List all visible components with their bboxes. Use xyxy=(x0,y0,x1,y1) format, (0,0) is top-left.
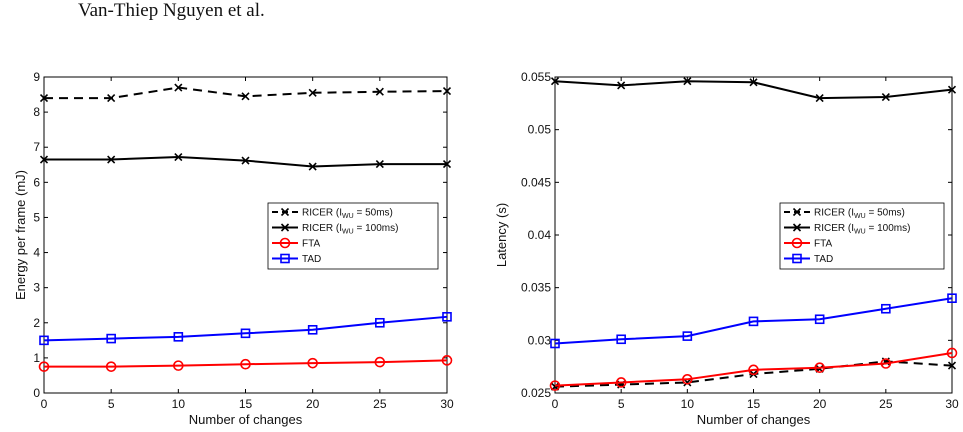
y-tick-label: 5 xyxy=(33,210,40,225)
latency-chart xyxy=(494,70,959,427)
y-tick-label: 6 xyxy=(33,175,40,190)
legend-label: RICER $(I_{WU} = 50ms)$ xyxy=(814,207,905,220)
y-tick-label: 7 xyxy=(33,140,40,155)
legend-label: RICER $(I_{WU} = 100ms)$ xyxy=(814,223,911,236)
y-axis-label: Latency (s) xyxy=(494,202,509,268)
x-tick-label: 25 xyxy=(879,397,893,411)
legend-label: FTA xyxy=(814,238,833,250)
y-axis-label: Energy per frame (mJ) xyxy=(13,169,28,301)
y-tick-label: 0 xyxy=(33,386,40,400)
y-tick-label: 0.045 xyxy=(520,175,551,190)
x-tick-label: 10 xyxy=(680,397,695,411)
x-axis-label: Number of changes xyxy=(696,412,811,427)
y-tick-label: 4 xyxy=(33,245,40,260)
y-tick-label: 8 xyxy=(33,105,40,120)
legend xyxy=(780,203,944,269)
legend-label: RICER $(I_{WU} = 50ms)$ xyxy=(302,207,393,220)
x-tick-label: 20 xyxy=(305,397,320,411)
x-tick-label: 0 xyxy=(551,397,559,411)
y-tick-label: 0.04 xyxy=(527,228,551,242)
x-tick-label: 30 xyxy=(945,397,959,411)
y-tick-label: 9 xyxy=(33,70,40,84)
y-tick-label: 3 xyxy=(33,280,40,295)
legend xyxy=(268,203,438,269)
legend-label: TAD xyxy=(814,254,834,265)
page-header-author: Van-Thiep Nguyen et al. xyxy=(78,0,265,21)
y-tick-label: 0.025 xyxy=(520,386,551,400)
x-tick-label: 25 xyxy=(373,397,387,411)
y-tick-label: 0.055 xyxy=(520,70,551,84)
x-tick-label: 15 xyxy=(746,397,761,411)
x-tick-label: 5 xyxy=(617,397,625,411)
x-tick-label: 30 xyxy=(440,397,454,411)
y-tick-label: 1 xyxy=(33,350,40,365)
x-tick-label: 10 xyxy=(171,397,186,411)
y-tick-label: 0.035 xyxy=(520,280,551,295)
x-tick-label: 5 xyxy=(107,397,115,411)
x-tick-label: 20 xyxy=(812,397,827,411)
y-tick-label: 0.05 xyxy=(527,122,551,137)
legend-label: TAD xyxy=(302,254,322,265)
energy-chart xyxy=(13,70,454,427)
y-tick-label: 0.03 xyxy=(527,333,551,348)
legend-label: RICER $(I_{WU} = 100ms)$ xyxy=(302,223,399,236)
x-axis-label: Number of changes xyxy=(188,412,303,427)
y-tick-label: 2 xyxy=(33,315,40,330)
x-tick-label: 0 xyxy=(40,397,48,411)
x-tick-label: 15 xyxy=(238,397,253,411)
legend-label: FTA xyxy=(302,238,321,250)
